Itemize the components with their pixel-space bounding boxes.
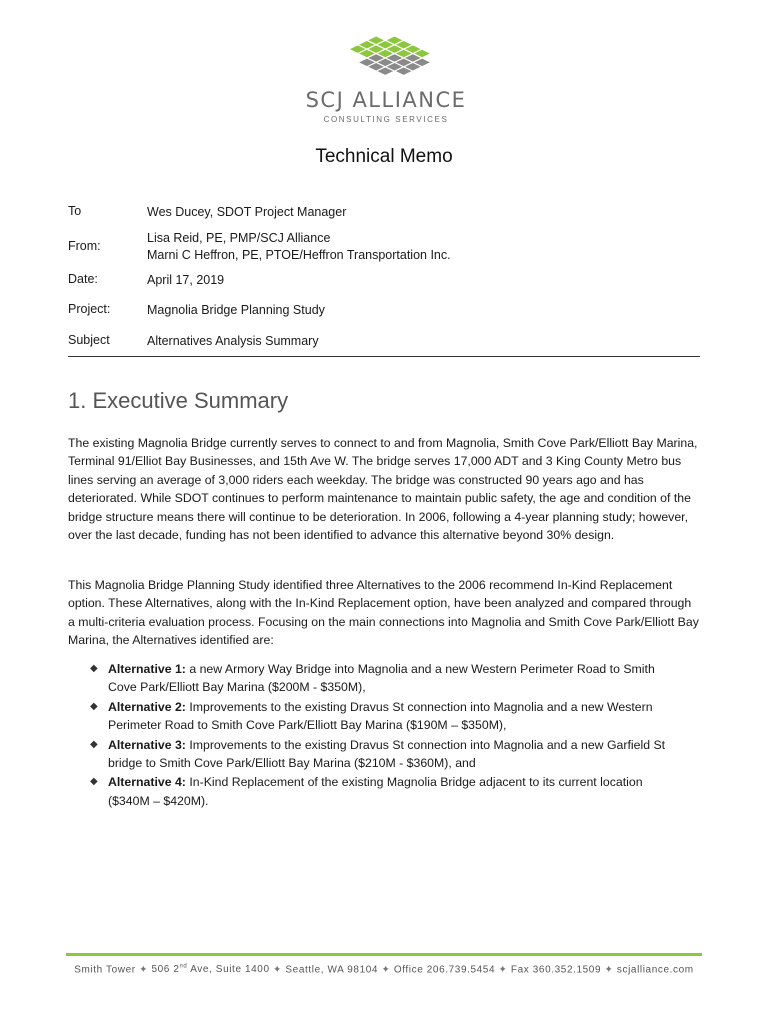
paragraph-1: The existing Magnolia Bridge currently serves to connect to and from Magnolia, Smith Cove Park/Elliott Bay Marina, Terminal 91/Elliot Bay Businesses, and 15th Ave W. The bridge serves 17,000 ADT and 3 King County Metro bus lines serving an average of 3,000 riders each weekday. The bridge was constructed 90 years ago and has deteriorated. While SDOT continues to perform maintenance to maintain public safety, the age and condition of the bridge structure means there will continue to be deterioration. In 2006, following a 4-year planning study; however, over the last decade, funding has not been identified to advance this alternative beyond 30% design. (68, 436, 698, 543)
alternative-text: Improvements to the existing Dravus St connection into Magnolia and a new Garfield St bridge to Smith Cove Park/Elliott Bay Marina ($210M - $360M), and (108, 737, 666, 771)
header-divider (68, 356, 700, 357)
from-value-2: Marni C Heffron, PE, PTOE/Heffron Transportation Inc. (147, 248, 451, 262)
logo-company-name: SCJ ALLIANCE (305, 88, 467, 112)
footer-separator-icon: ✦ (139, 964, 149, 976)
alternative-label: Alternative 4: (108, 775, 186, 790)
footer-street-rest: Ave, Suite 1400 (187, 964, 270, 976)
subject-value: Alternatives Analysis Summary (147, 334, 319, 348)
footer-address (0, 964, 768, 975)
list-item (90, 698, 680, 735)
alternative-text: a new Armory Way Bridge into Magnolia and a new Western Perimeter Road to Smith Cove Park/Elliott Bay Marina ($200M - $350M), (108, 662, 655, 695)
from-value-1: Lisa Reid, PE, PMP/SCJ Alliance (147, 231, 331, 245)
list-item (90, 736, 680, 773)
date-value: April 17, 2019 (147, 273, 225, 287)
alternative-text: In-Kind Replacement of the existing Magnolia Bridge adjacent to its current location ($340M – $420M). (108, 775, 643, 808)
logo-diamond-pattern-icon (334, 36, 438, 86)
footer-building: Smith Tower (74, 964, 136, 976)
footer-fax: Fax 360.352.1509 (510, 964, 602, 976)
alternatives-list (90, 660, 680, 811)
footer-street-number: 506 2 (151, 964, 180, 976)
diamond-bullet-icon: ◆ (90, 776, 98, 788)
diamond-bullet-icon: ◆ (90, 738, 98, 750)
paragraph-2: This Magnolia Bridge Planning Study identified three Alternatives to the 2006 recommend In-Kind Replacement option. These Alternatives, along with the In-Kind Replacement option, have been analyzed and compared through a multi-criteria evaluation process. Focusing on the main connections into Magnolia and Smith Cove Park/Elliott Bay Marina, the Alternatives identified are: (68, 578, 699, 648)
diamond-bullet-icon: ◆ (90, 663, 98, 674)
memo-title: Technical Memo (315, 146, 453, 167)
section-heading: 1. Executive Summary (68, 388, 289, 413)
list-item (90, 773, 680, 810)
footer-separator-icon: ✦ (604, 964, 614, 976)
footer-separator-icon: ✦ (273, 964, 283, 976)
diamond-bullet-icon: ◆ (90, 700, 98, 712)
to-label: To (68, 204, 82, 218)
to-value: Wes Ducey, SDOT Project Manager (147, 205, 347, 219)
alternative-label: Alternative 3: (108, 737, 186, 752)
footer-office-phone: Office 206.739.5454 (393, 964, 496, 976)
subject-label: Subject (68, 333, 110, 347)
alternative-text: Improvements to the existing Dravus St connection into Magnolia and a new Western Perimeter Road to Smith Cove Park/Elliott Bay Marina ($190M – $350M), (108, 699, 653, 733)
footer-separator-icon: ✦ (498, 964, 508, 976)
footer-website-link[interactable]: scjalliance.com (616, 964, 694, 976)
alternative-label: Alternative 2: (108, 699, 186, 714)
from-label: From: (68, 239, 101, 253)
date-label: Date: (68, 272, 98, 286)
project-value: Magnolia Bridge Planning Study (147, 303, 325, 317)
footer-separator-icon: ✦ (381, 964, 391, 976)
alternative-label: Alternative 1: (108, 662, 186, 676)
project-label: Project: (68, 302, 111, 316)
footer-street-suffix: nd (179, 964, 188, 970)
footer-street (151, 964, 269, 975)
footer-city: Seattle, WA 98104 (285, 964, 379, 976)
footer-divider (66, 953, 702, 956)
list-item (90, 660, 680, 697)
logo-tagline: CONSULTING SERVICES (323, 115, 449, 124)
company-logo (296, 36, 476, 128)
